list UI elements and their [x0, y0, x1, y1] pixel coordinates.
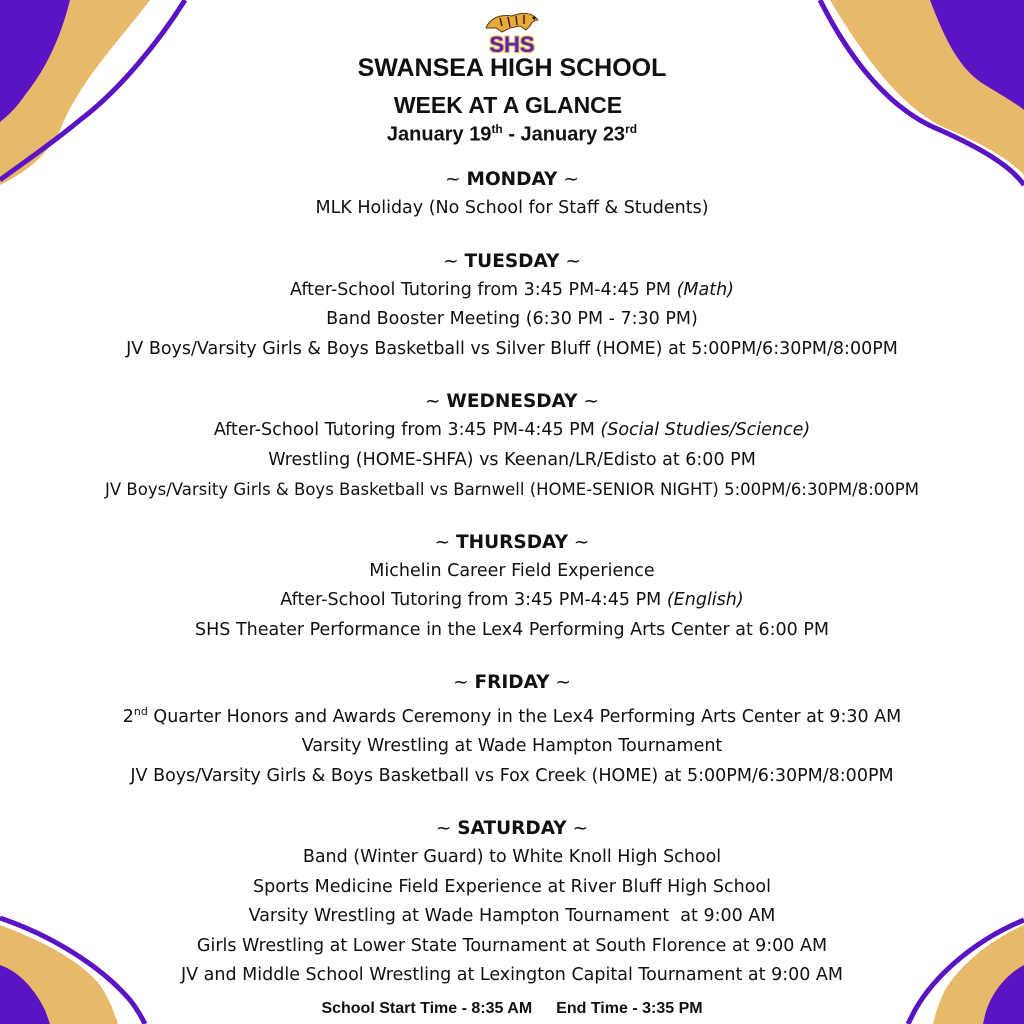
start-time: School Start Time - 8:35 AM: [321, 1000, 533, 1017]
page-subtitle: WEEK AT A GLANCE: [393, 92, 623, 118]
day-heading: ~ MONDAY ~: [445, 169, 579, 190]
date-range: [0, 122, 1024, 147]
item-number: 2: [122, 706, 134, 727]
date-start-suffix: th: [491, 122, 503, 136]
item-text: Quarter Honors and Awards Ceremony in the Lex4 Performing Arts Center at 9:30 AM: [147, 706, 902, 727]
schedule-item: Varsity Wrestling at Wade Hampton Tournament at 9:00 AM: [248, 906, 776, 927]
item-text: After-School Tutoring from 3:45 PM-4:45 PM: [280, 590, 667, 610]
day-friday: [0, 669, 1024, 791]
schedule-item: Varsity Wrestling at Wade Hampton Tournament: [301, 736, 723, 757]
school-logo: [472, 6, 552, 56]
item-subject: (Math): [676, 279, 735, 300]
schedule-item: [0, 697, 1024, 732]
schedule-item: Band (Winter Guard) to White Knoll High School: [302, 847, 722, 868]
day-label: MONDAY: [466, 169, 558, 190]
schedule-item: Band Booster Meeting (6:30 PM - 7:30 PM): [326, 309, 698, 329]
item-text: After-School Tutoring from 3:45 PM-4:45 PM: [213, 420, 601, 440]
day-label: SATURDAY: [457, 818, 567, 840]
schedule-item: [0, 416, 1024, 446]
day-heading: ~ THURSDAY ~: [434, 531, 590, 553]
day-monday: [0, 166, 1024, 224]
schedule-item: JV Boys/Varsity Girls & Boys Basketball vs Fox Creek (HOME) at 5:00PM/6:30PM/8:00PM: [130, 765, 894, 786]
day-tuesday: [0, 248, 1024, 365]
schedule: [0, 166, 1024, 991]
day-label: FRIDAY: [474, 672, 550, 693]
day-heading: ~ WEDNESDAY ~: [425, 391, 599, 412]
schedule-item: MLK Holiday (No School for Staff & Students): [315, 198, 709, 218]
date-end-suffix: rd: [625, 122, 638, 136]
schedule-item: Girls Wrestling at Lower State Tournament at South Florence at 9:00 AM: [196, 935, 828, 956]
schedule-item: [0, 276, 1024, 306]
logo-text: SHS: [489, 32, 535, 57]
date-separator: -: [502, 123, 521, 146]
day-heading: ~ TUESDAY ~: [443, 250, 581, 272]
end-time: End Time - 3:35 PM: [556, 1000, 703, 1017]
schedule-item: SHS Theater Performance in the Lex4 Performing Arts Center at 6:00 PM: [195, 619, 829, 640]
item-subject: (Social Studies/Science): [600, 420, 811, 440]
schedule-item: [0, 586, 1024, 616]
page-title: SWANSEA HIGH SCHOOL: [357, 54, 667, 82]
schedule-item: JV Boys/Varsity Girls & Boys Basketball vs Barnwell (HOME-SENIOR NIGHT) 5:00PM/6:30PM/8:00PM: [105, 480, 919, 499]
date-end: January 23: [520, 123, 626, 146]
schedule-item: JV Boys/Varsity Girls & Boys Basketball vs Silver Bluff (HOME) at 5:00PM/6:30PM/8:00PM: [126, 338, 898, 359]
school-hours: [0, 1000, 1024, 1018]
item-subject: (English): [666, 590, 744, 610]
schedule-item: Michelin Career Field Experience: [369, 560, 655, 581]
day-heading: ~ SATURDAY ~: [435, 818, 589, 840]
day-thursday: [0, 529, 1024, 646]
day-wednesday: [0, 388, 1024, 505]
day-saturday: [0, 815, 1024, 991]
date-start: January 19: [386, 123, 492, 146]
day-label: THURSDAY: [456, 531, 568, 553]
day-label: WEDNESDAY: [446, 391, 578, 412]
schedule-item: JV and Middle School Wrestling at Lexington Capital Tournament at 9:00 AM: [180, 965, 843, 986]
item-ordinal: nd: [133, 705, 148, 718]
item-text: After-School Tutoring from 3:45 PM-4:45 PM: [289, 279, 677, 300]
day-label: TUESDAY: [464, 250, 560, 272]
schedule-item: Sports Medicine Field Experience at River Bluff High School: [252, 876, 772, 897]
schedule-item: Wrestling (HOME-SHFA) vs Keenan/LR/Edisto at 6:00 PM: [268, 449, 756, 470]
day-heading: ~ FRIDAY ~: [453, 672, 571, 693]
